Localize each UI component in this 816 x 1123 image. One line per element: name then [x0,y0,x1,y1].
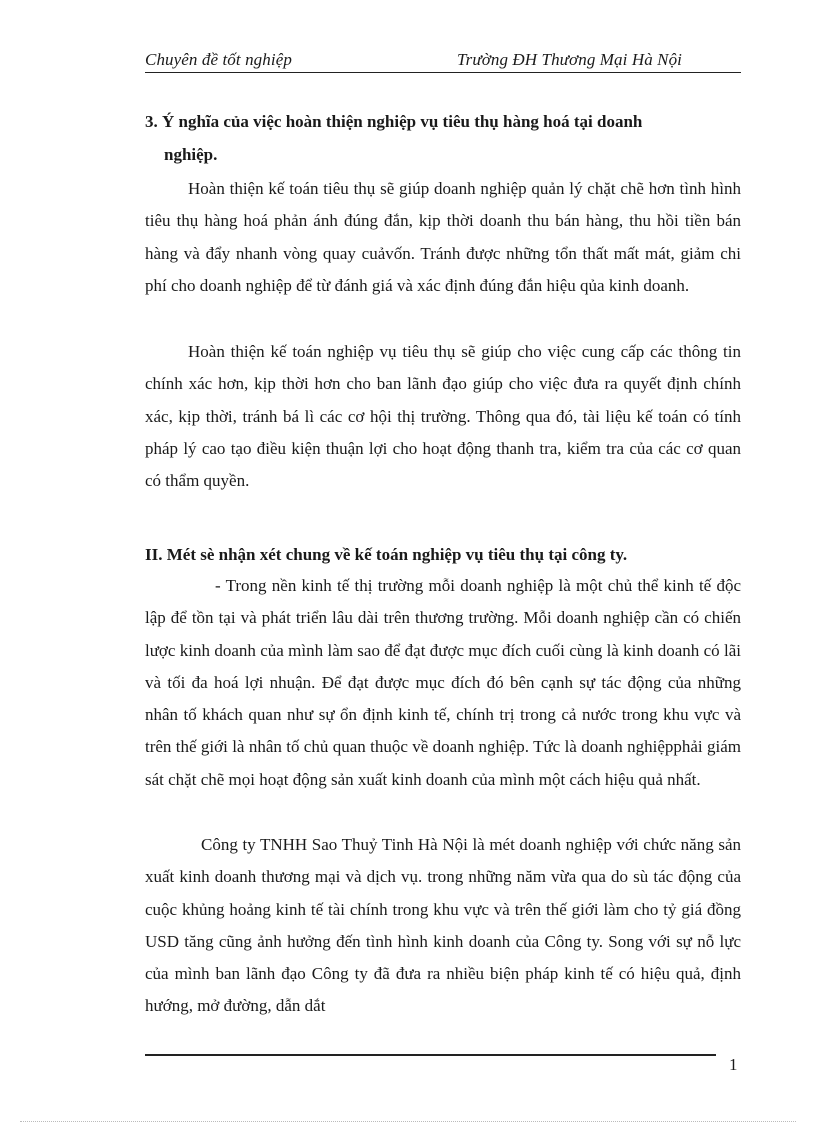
section-3-paragraph-1: Hoàn thiện kế toán tiêu thụ sẽ giúp doanh nghiệp quản lý chặt chẽ hơn tình hình tiêu thụ hàng hoá phản ánh đúng đắn, kịp thời doanh thu bán hàng, thu hồi tiền bán hàng và đẩy nhanh vòng quay cuảvốn. Tránh được những tổn thất mất mát, giảm chi phí cho doanh nghiệp để từ đánh giá và xác định đúng đắn hiệu qủa kinh doanh. [145,179,741,295]
footer-rule [145,1054,716,1056]
section-3-paragraph-2: Hoàn thiện kế toán nghiệp vụ tiêu thụ sẽ giúp cho việc cung cấp các thông tin chính xác hơn, kịp thời hơn cho ban lãnh đạo giúp cho việc đưa ra quyết định chính xác, kịp thời, tránh bá lì các cơ hội thị trường. Thông qua đó, tài liệu kế toán có tính pháp lý cao tạo điều kiện thuận lợi cho hoạt động thanh tra, kiểm tra của các cơ quan có thẩm quyền. [145,342,741,491]
page-bottom-edge [20,1121,796,1122]
header-document-type: Chuyên đề tốt nghiệp [145,50,292,69]
page-header [145,48,741,73]
section-3-heading-line2: nghiệp. [164,145,218,164]
section-3-heading [145,105,741,171]
section-II-heading: II. Mét sè nhận xét chung về kế toán nghiệp vụ tiêu thụ tại công ty. [145,545,628,564]
section-II-paragraph-2: Công ty TNHH Sao Thuỷ Tinh Hà Nội là mét doanh nghiệp với chức năng sản xuất kinh doanh thương mại và dịch vụ. trong những năm vừa qua do sù tác động của cuộc khủng hoảng kinh tế tài chính trong khu vực và trên thế giới làm cho tỷ giá đồng USD tăng cũng ảnh hưởng đến tình hình kinh doanh của Công ty. Song với sự nỗ lực của mình ban lãnh đạo Công ty đã đưa ra nhiều biện pháp kinh tế có hiệu quả, định hướng, mở đường, dẫn dắt [145,835,741,1016]
header-university: Trường ĐH Thương Mại Hà Nội [457,50,683,69]
page-number: 1 [729,1055,738,1074]
section-II-paragraph-1: - Trong nền kinh tế thị trường mỗi doanh nghiệp là một chủ thể kinh tế độc lập để tồn tại và phát triển lâu dài trên thương trường. Mỗi doanh nghiệp cần có chiến lược kinh doanh của mình làm sao để đạt được mục đích cuối cùng là kinh doanh có lãi và tối đa hoá lợi nhuận. Để đạt được mục đích đó bên cạnh sự tác động của những nhân tố khách quan như sự ổn định kinh tế, chính trị trong cả nước trong khu vực và trên thế giới là nhân tố chủ quan thuộc về doanh nghiệp. Tức là doanh nghiệpphải giám sát chặt chẽ mọi hoạt động sản xuất kinh doanh của mình một cách hiệu quả nhất. [145,576,741,789]
section-3-heading-line1: 3. Ý nghĩa của việc hoàn thiện nghiệp vụ tiêu thụ hàng hoá tại doanh [145,112,643,131]
